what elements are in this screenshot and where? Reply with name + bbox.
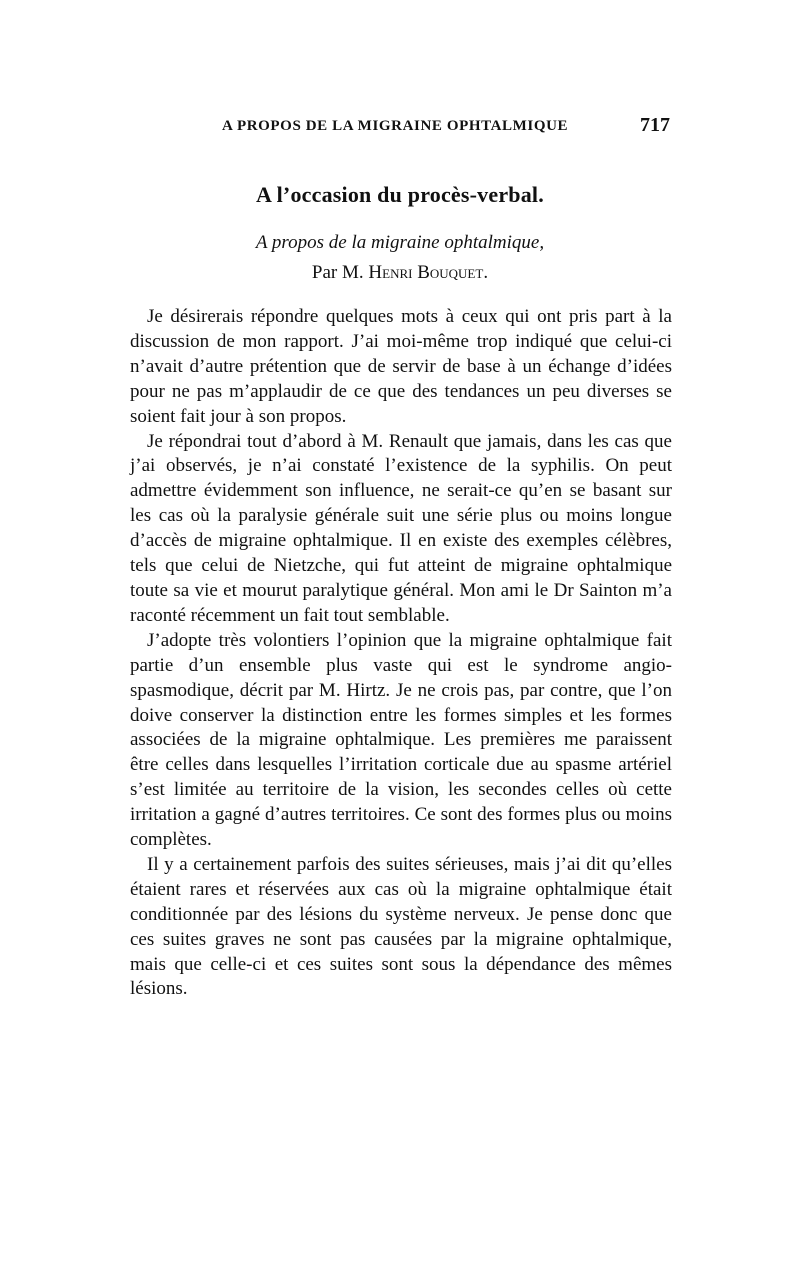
page-number: 717 (640, 114, 670, 136)
paragraph-4: Il y a certainement parfois des suites sérieuses, mais j’ai dit qu’elles étaient rares et réservées aux cas où la migraine ophtalmique était conditionnée par des lésions du système nerveux. Je pense donc que ces suites graves ne sont pas causées par la migraine ophtalmique, mais que celle-ci et ces suites sont sous la dépendance des mêmes lésions. (130, 853, 672, 1000)
article-body (130, 305, 672, 1002)
article-title: A l’occasion du procès-verbal. (256, 182, 544, 207)
paragraph-2: Je répondrai tout d’abord à M. Renault que jamais, dans les cas que j’ai observés, je n’ai constaté l’existence de la syphilis. On peut admettre évidemment son influence, ne serait-ce qu’en se basant sur les cas où la paralysie générale suit une série plus ou moins longue d’accès de migraine ophtalmique. Il en existe des exemples célèbres, tels que celui de Nietzche, qui fut atteint de migraine ophtalmique toute sa vie et mourut paralytique général. Mon ami le Dr Sainton m’a raconté récemment un fait tout semblable. (130, 430, 672, 626)
article-subtitle: A propos de la migraine ophtalmique, (255, 232, 545, 253)
paragraph-3: J’adopte très volontiers l’opinion que la migraine ophtalmique fait partie d’un ensemble plus vaste qui est le syndrome angio-spasmodique, décrit par M. Hirtz. Je ne crois pas, par contre, que l’on doive conserver la distinction entre les formes simples et les formes associées de la migraine ophtalmique. Les premières me paraissent être celles dans lesquelles l’irritation corticale due au spasme artériel s’est limitée au territoire de la vision, les secondes celles où cette irritation a gagné d’autres territoires. Ce sont des formes plus ou moins complètes. (130, 629, 672, 851)
article-byline (0, 262, 800, 284)
byline-author: Henri Bouquet (368, 262, 484, 283)
running-title: A PROPOS DE LA MIGRAINE OPHTALMIQUE (222, 118, 569, 134)
running-head (222, 114, 670, 138)
byline-prefix: Par M. (311, 262, 369, 283)
byline-suffix: . (483, 262, 489, 283)
paragraph-1: Je désirerais répondre quelques mots à ceux qui ont pris part à la discussion de mon rapport. J’ai moi-même trop indiqué que celui-ci n’avait d’autre prétention que de servir de base à un échange d’idées pour ne pas m’applaudir de ce que des tendances un peu diverses se soient fait jour à son propos. (130, 306, 672, 427)
